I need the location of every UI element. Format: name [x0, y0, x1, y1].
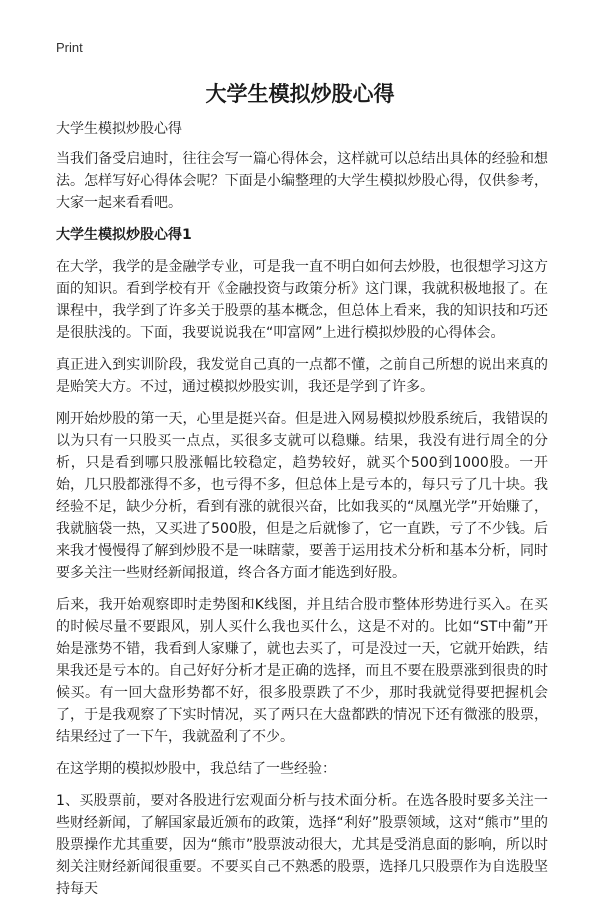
paragraph: 1、买股票前，要对各股进行宏观面分析与技术面分析。在选各股时要多关注一些财经新闻，了解国家最近颁布的政策，选择“利好”股票领域，这对“熊市”里的股票操作尤其重要，因为“熊市”股票波动很大，尤其是受消息面的影响，所以时刻关注财经新闻很重要。不要买自己不熟悉的股票，选择几只股票作为自选股坚持每天	[56, 793, 548, 897]
print-link[interactable]: Print	[56, 40, 83, 55]
page-title: 大学生模拟炒股心得	[205, 82, 395, 106]
paragraph: 在这学期的模拟炒股中，我总结了一些经验：	[56, 761, 336, 777]
intro-paragraph: 当我们备受启迪时，往往会写一篇心得体会，这样就可以总结出具体的经验和想法。怎样写好心得体会呢？下面是小编整理的大学生模拟炒股心得，仅供参考，大家一起来看看吧。	[56, 151, 548, 211]
paragraph: 后来，我开始观察即时走势图和K线图，并且结合股市整体形势进行买入。在买的时候尽量不要跟风，别人买什么我也买什么，这是不对的。比如“ST中葡”开始是涨势不错，我看到人家赚了，就也去买了，可是没过一天，它就开始跌，结果我还是亏本的。自己好好分析才是正确的选择，而且不要在股票涨到很贵的时候买。有一回大盘形势都不好，很多股票跌了不少，那时我就觉得要把握机会了，于是我观察了下实时情况，买了两只在大盘都跌的情况下还有微涨的股票，结果经过了一下午，我就盈利了不少。	[56, 597, 548, 745]
paragraph: 刚开始炒股的第一天，心里是挺兴奋。但是进入网易模拟炒股系统后，我错误的以为只有一只股买一点点，买很多支就可以稳赚。结果，我没有进行周全的分析，只是看到哪只股涨幅比较稳定，趋势较好，就买个500到1000股。一开始，几只股都涨得不多，也亏得不多，但总体上是亏本的，每只亏了几十块。我经验不足，缺少分析，看到有涨的就很兴奋，比如我买的“凤凰光学”开始赚了，我就脑袋一热，又买进了500股，但是之后就惨了，它一直跌，亏了不少钱。后来我才慢慢得了解到炒股不是一味瞎蒙，要善于运用技术分析和基本分析，同时要多关注一些财经新闻报道，终合各方面才能选到好股。	[56, 411, 548, 581]
article-subtitle: 大学生模拟炒股心得	[56, 121, 182, 137]
section-heading: 大学生模拟炒股心得1	[56, 227, 192, 243]
paragraph: 在大学，我学的是金融学专业，可是我一直不明白如何去炒股，也很想学习这方面的知识。看到学校有开《金融投资与政策分析》这门课，我就积极地报了。在课程中，我学到了许多关于股票的基本概念，但总体上看来，我的知识技和巧还是很肤浅的。下面，我要说说我在“叩富网”上进行模拟炒股的心得体会。	[56, 259, 548, 341]
article-body	[56, 118, 548, 910]
paragraph: 真正进入到实训阶段，我发觉自己真的一点都不懂，之前自己所想的说出来真的是贻笑大方。不过，通过模拟炒股实训，我还是学到了许多。	[56, 357, 548, 395]
